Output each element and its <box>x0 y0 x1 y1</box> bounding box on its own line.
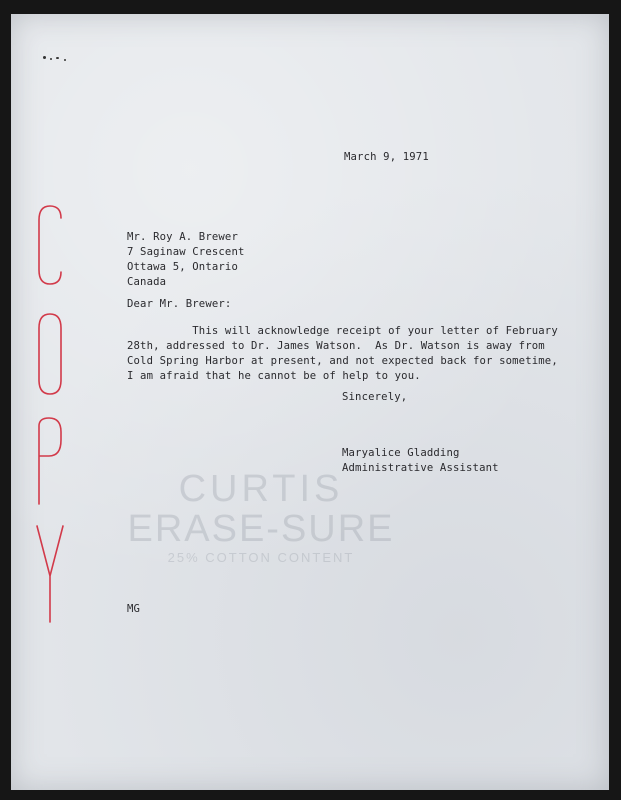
copy-stamp-letter-y <box>37 526 63 622</box>
recipient-address <box>127 230 245 290</box>
body-line: I am afraid that he cannot be of help to you. <box>127 370 421 382</box>
typist-initials: MG <box>127 603 141 615</box>
paper-watermark <box>91 469 431 567</box>
recipient-street: 7 Saginaw Crescent <box>127 246 245 258</box>
letter-date: March 9, 1971 <box>344 151 429 163</box>
ink-speck <box>43 54 69 64</box>
recipient-name: Mr. Roy A. Brewer <box>127 231 238 243</box>
watermark-product: ERASE-SURE <box>127 508 395 550</box>
signer-title: Administrative Assistant <box>342 462 499 474</box>
closing: Sincerely, <box>342 391 408 403</box>
body-line: 28th, addressed to Dr. James Watson. As Dr. Watson is away from <box>127 340 545 352</box>
body-line: Cold Spring Harbor at present, and not expected back for sometime, <box>127 355 558 367</box>
copy-stamp-letter-c <box>39 206 61 284</box>
signer-name: Maryalice Gladding <box>342 447 460 459</box>
watermark-brand: CURTIS <box>178 468 344 510</box>
copy-stamp-letter-p <box>39 418 61 504</box>
body-line: This will acknowledge receipt of your letter of February <box>127 325 558 337</box>
copy-stamp-letter-o <box>39 314 61 394</box>
recipient-city: Ottawa 5, Ontario <box>127 261 238 273</box>
recipient-country: Canada <box>127 276 167 288</box>
letter-body <box>127 324 558 384</box>
watermark-content: 25% COTTON CONTENT <box>167 550 355 565</box>
signature-block <box>342 446 499 476</box>
letter-page <box>11 14 609 790</box>
copy-stamp <box>31 204 71 624</box>
salutation: Dear Mr. Brewer: <box>127 298 232 310</box>
